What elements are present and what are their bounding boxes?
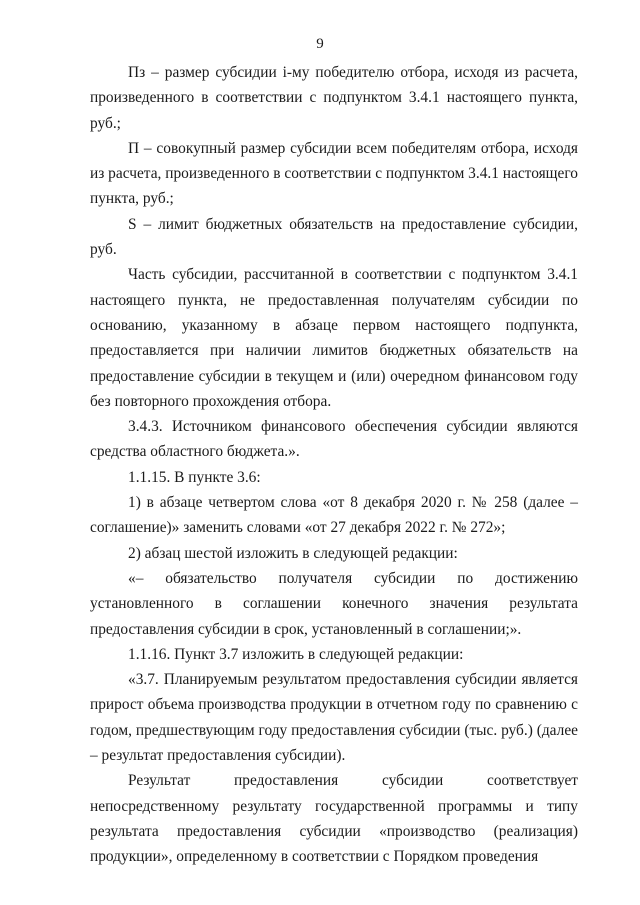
paragraph-1-1-16: 1.1.16. Пункт 3.7 изложить в следующей редакции: bbox=[128, 645, 464, 663]
paragraph-p-definition: П – совокупный размер субсидии всем победителям отбора, исходя из расчета, произведенного в соответствии с подпунктом 3.4.1 настоящего пункта, руб.; bbox=[90, 139, 578, 208]
document-body bbox=[90, 60, 578, 870]
paragraph-subsidy-remainder: Часть субсидии, рассчитанной в соответствии с подпунктом 3.4.1 настоящего пункта, не предоставленная получателям субсидии по основанию, указанному в абзаце первом настоящего подпункта, предоставляется при наличии лимитов бюджетных обязательств на предоставление субсидии в текущем и (или) очередном финансовом году без повторного прохождения отбора. bbox=[90, 266, 578, 410]
paragraph-item-1: 1) в абзаце четвертом слова «от 8 декабря 2020 г. № 258 (далее – соглашение)» заменить словами «от 27 декабря 2022 г. № 272»; bbox=[90, 494, 578, 537]
paragraph-obligation: «– обязательство получателя субсидии по достижению установленного в соглашении конечного значения результата предоставления субсидии в срок, установленный в соглашении;». bbox=[90, 569, 578, 638]
paragraph-item-2: 2) абзац шестой изложить в следующей редакции: bbox=[128, 544, 458, 562]
paragraph-result-correspondence: Результат предоставления субсидии соответствует непосредственному результату государственной программы и типу результата предоставления субсидии «производство (реализация) продукции», определенному в соответствии с Порядком проведения bbox=[90, 772, 578, 866]
paragraph-s-definition: S – лимит бюджетных обязательств на предоставление субсидии, руб. bbox=[90, 215, 578, 259]
paragraph-1-1-15: 1.1.15. В пункте 3.6: bbox=[128, 468, 261, 486]
page-number: 9 bbox=[316, 36, 324, 52]
paragraph-3-4-3: 3.4.3. Источником финансового обеспечения субсидии являются средства областного бюджета.». bbox=[90, 418, 578, 461]
paragraph-3-7: «3.7. Планируемым результатом предоставления субсидии является прирост объема производства продукции в отчетном году по сравнению с годом, предшествующим году предоставления субсидии (тыс. руб.) (далее – результат предоставления субсидии). bbox=[90, 671, 578, 765]
paragraph-pz-definition: Пз – размер субсидии i-му победителю отбора, исходя из расчета, произведенного в соответствии с подпунктом 3.4.1 настоящего пункта, руб.; bbox=[90, 64, 578, 132]
